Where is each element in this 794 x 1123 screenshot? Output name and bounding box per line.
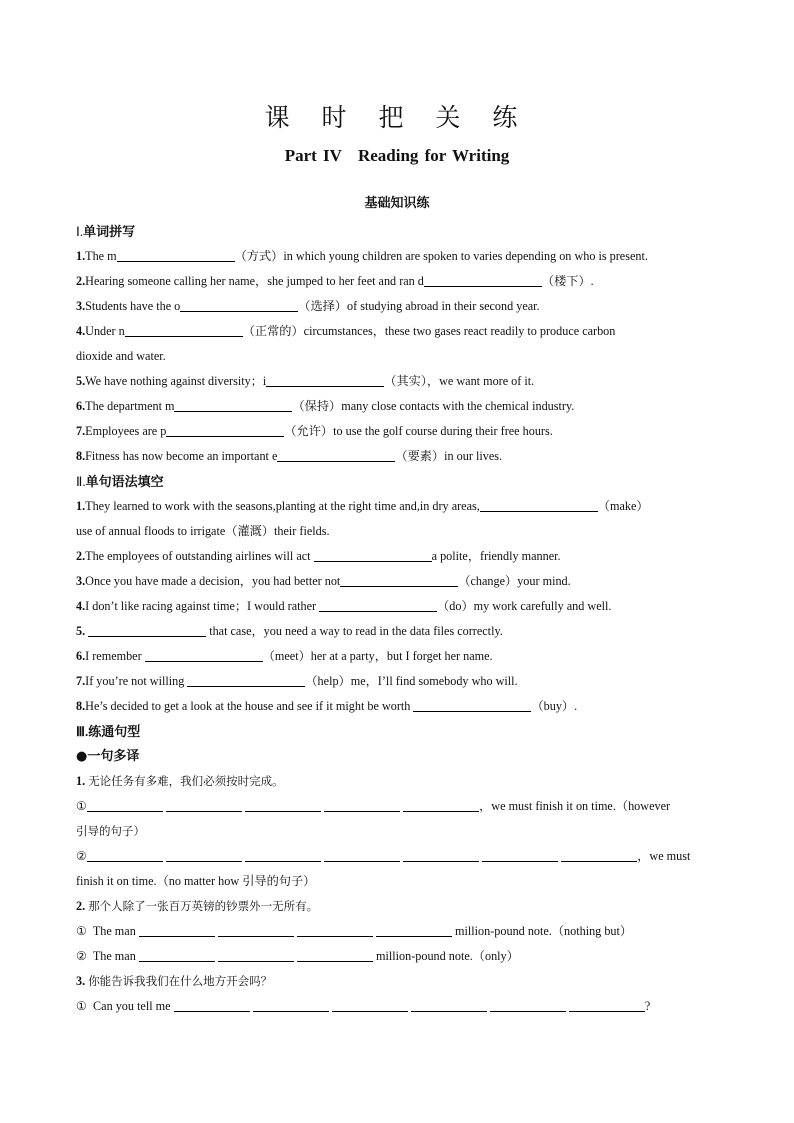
- s2-item-3: [76, 569, 726, 594]
- item-number: 6.: [76, 649, 86, 663]
- answer-blank[interactable]: [87, 797, 163, 812]
- s2-item-6: [76, 644, 726, 669]
- answer-blank[interactable]: [319, 597, 437, 612]
- item-number: 3.: [76, 574, 86, 588]
- item-text: million-pound note.（only）: [375, 949, 519, 963]
- s3-q2-b: [76, 944, 726, 969]
- answer-blank[interactable]: [569, 997, 645, 1012]
- answer-blank[interactable]: [88, 622, 206, 637]
- item-text: The m: [85, 249, 117, 263]
- answer-blank[interactable]: [166, 797, 242, 812]
- s1-item-4-cont: [76, 344, 726, 369]
- answer-blank[interactable]: [180, 297, 298, 312]
- s1-item-3: [76, 294, 726, 319]
- item-text: （要素）in our lives.: [395, 449, 503, 463]
- answer-blank[interactable]: [413, 697, 531, 712]
- item-text: （do）my work carefully and well.: [437, 599, 612, 613]
- subsection-title: [76, 744, 726, 769]
- item-number: 4.: [76, 599, 86, 613]
- item-text: （make）: [597, 499, 649, 513]
- item-text: （meet）her at a party，but I forget her name.: [262, 649, 493, 663]
- item-number: 7.: [76, 674, 86, 688]
- item-text: （楼下）.: [541, 274, 594, 288]
- item-text: （选择）of studying abroad in their second year.: [298, 299, 540, 313]
- answer-blank[interactable]: [482, 847, 558, 862]
- section-1-label: 单词拼写: [83, 225, 136, 240]
- answer-blank[interactable]: [87, 847, 163, 862]
- answer-blank[interactable]: [139, 947, 215, 962]
- answer-blank[interactable]: [117, 247, 235, 262]
- item-text: 那个人除了一张百万英镑的钞票外一无所有。: [88, 899, 319, 913]
- s3-q1: [76, 769, 726, 794]
- answer-blank[interactable]: [245, 797, 321, 812]
- s3-q3: [76, 969, 726, 994]
- s3-q1-b-cont: [76, 869, 726, 894]
- s2-item-7: [76, 669, 726, 694]
- s3-q2: [76, 894, 726, 919]
- answer-blank[interactable]: [376, 922, 452, 937]
- item-text: （方式）in which young children are spoken to varies depending on who is present.: [234, 249, 648, 263]
- answer-blank[interactable]: [166, 847, 242, 862]
- item-text: 你能告诉我我们在什么地方开会吗？: [88, 974, 273, 988]
- item-text: Under n: [85, 324, 125, 338]
- item-number: 6.: [76, 399, 86, 413]
- answer-blank[interactable]: [340, 572, 458, 587]
- item-text: （保持）many close contacts with the chemical industry.: [292, 399, 575, 413]
- answer-marker: ①: [76, 999, 87, 1013]
- answer-blank[interactable]: [218, 922, 294, 937]
- subsection-label: ●一句多译: [76, 749, 140, 764]
- s3-q1-a: [76, 794, 726, 819]
- item-text: 无论任务有多难，我们必须按时完成。: [88, 774, 284, 788]
- item-text: （允许）to use the golf course during their free hours.: [284, 424, 553, 438]
- s1-item-4: [76, 319, 726, 344]
- s1-item-1: [76, 244, 726, 269]
- s2-item-1-cont: [76, 519, 726, 544]
- answer-blank[interactable]: [490, 997, 566, 1012]
- s1-item-6: [76, 394, 726, 419]
- item-text: that case，you need a way to read in the data files correctly.: [206, 624, 503, 638]
- item-number: 2.: [76, 274, 86, 288]
- s1-item-2: [76, 269, 726, 294]
- answer-blank[interactable]: [424, 272, 542, 287]
- section-heading: 基础知识练: [364, 196, 430, 211]
- s2-item-8: [76, 694, 726, 719]
- item-text: ，we must: [637, 849, 691, 863]
- answer-blank[interactable]: [297, 947, 373, 962]
- item-text: The man: [92, 949, 136, 963]
- item-text: ?: [644, 999, 651, 1013]
- item-text: He’s decided to get a look at the house and see if it might be worth: [85, 699, 414, 713]
- s1-item-8: [76, 444, 726, 469]
- item-text: The man: [92, 924, 136, 938]
- item-text: Students have the o: [85, 299, 181, 313]
- section-2-title: [76, 469, 726, 494]
- answer-blank[interactable]: [174, 397, 292, 412]
- item-number: 2.: [76, 549, 86, 563]
- item-number: 8.: [76, 449, 86, 463]
- answer-blank[interactable]: [125, 322, 243, 337]
- answer-blank[interactable]: [332, 997, 408, 1012]
- answer-blank[interactable]: [166, 422, 284, 437]
- page-title: 课 时 把 关 练: [264, 103, 530, 132]
- section-1-title: [76, 219, 726, 244]
- item-text: million-pound note.（nothing but）: [455, 924, 633, 938]
- section-3-title: [76, 719, 726, 744]
- item-text: （buy）.: [531, 699, 578, 713]
- item-text: They learned to work with the seasons,planting at the right time and,in dry areas,: [85, 499, 480, 513]
- s1-item-5: [76, 369, 726, 394]
- item-text: （change）your mind.: [458, 574, 571, 588]
- s2-item-4: [76, 594, 726, 619]
- answer-blank[interactable]: [561, 847, 637, 862]
- answer-marker: ②: [76, 949, 87, 963]
- item-number: 8.: [76, 699, 86, 713]
- item-text: Once you have made a decision，you had better not: [85, 574, 341, 588]
- section-3-roman: Ⅲ.: [76, 724, 89, 739]
- item-number: 4.: [76, 324, 86, 338]
- answer-blank[interactable]: [245, 847, 321, 862]
- item-number: 5.: [76, 624, 86, 638]
- s1-item-7: [76, 419, 726, 444]
- item-text: The employees of outstanding airlines will act: [85, 549, 314, 563]
- answer-blank[interactable]: [139, 922, 215, 937]
- answer-marker: ②: [76, 849, 87, 863]
- answer-blank[interactable]: [174, 997, 250, 1012]
- item-text: dioxide and water.: [76, 349, 166, 363]
- s3-q1-b: [76, 844, 726, 869]
- answer-blank[interactable]: [411, 997, 487, 1012]
- item-number: 2.: [76, 899, 86, 913]
- item-text: Fitness has now become an important e: [85, 449, 278, 463]
- item-number: 7.: [76, 424, 86, 438]
- answer-blank[interactable]: [403, 847, 479, 862]
- answer-blank[interactable]: [480, 497, 598, 512]
- item-text: Hearing someone calling her name，she jumped to her feet and ran d: [85, 274, 424, 288]
- answer-blank[interactable]: [314, 547, 432, 562]
- item-text: The department m: [85, 399, 175, 413]
- item-text: （其实），we want more of it.: [384, 374, 535, 388]
- item-text: Can you tell me: [93, 999, 171, 1013]
- worksheet-content: [76, 219, 726, 1019]
- item-text: I don’t like racing against time；I would rather: [85, 599, 320, 613]
- answer-blank[interactable]: [403, 797, 479, 812]
- item-number: 1.: [76, 499, 86, 513]
- s3-q3-a: [76, 994, 726, 1019]
- answer-blank[interactable]: [145, 647, 263, 662]
- answer-blank[interactable]: [266, 372, 384, 387]
- item-text: ，we must finish it on time.（however: [479, 799, 671, 813]
- answer-blank[interactable]: [253, 997, 329, 1012]
- item-number: 1.: [76, 249, 86, 263]
- answer-blank[interactable]: [324, 847, 400, 862]
- section-3-label: 练通句型: [88, 725, 141, 740]
- answer-blank[interactable]: [187, 672, 305, 687]
- item-text: Employees are p: [85, 424, 167, 438]
- item-number: 1.: [76, 774, 86, 788]
- item-number: 3.: [76, 974, 86, 988]
- section-1-roman: Ⅰ.: [76, 224, 84, 239]
- s3-q1-a-cont: [76, 819, 726, 844]
- answer-blank[interactable]: [324, 797, 400, 812]
- answer-marker: ①: [76, 924, 87, 938]
- answer-marker: ①: [76, 799, 87, 813]
- item-text: （正常的）circumstances，these two gases react readily to produce carbon: [242, 324, 616, 338]
- s2-item-5: [76, 619, 726, 644]
- section-2-roman: Ⅱ.: [76, 474, 86, 489]
- s2-item-1: [76, 494, 726, 519]
- item-text: We have nothing against diversity；i: [85, 374, 267, 388]
- part-name: Reading for Writing: [357, 146, 510, 165]
- part-number: Part IV: [284, 146, 342, 165]
- item-text: finish it on time.（no matter how 引导的句子）: [76, 874, 316, 888]
- part-heading: [0, 146, 794, 166]
- item-text: 引导的句子）: [76, 824, 145, 838]
- item-number: 5.: [76, 374, 86, 388]
- item-text: use of annual floods to irrigate（灌溉）their fields.: [76, 524, 330, 538]
- item-number: 3.: [76, 299, 86, 313]
- item-text: I remember: [85, 649, 145, 663]
- item-text: If you’re not willing: [85, 674, 188, 688]
- item-text: a polite，friendly manner.: [431, 549, 561, 563]
- s3-q2-a: [76, 919, 726, 944]
- answer-blank[interactable]: [297, 922, 373, 937]
- section-2-label: 单句语法填空: [85, 475, 164, 490]
- s2-item-2: [76, 544, 726, 569]
- answer-blank[interactable]: [218, 947, 294, 962]
- answer-blank[interactable]: [277, 447, 395, 462]
- item-text: （help）me，I’ll find somebody who will.: [305, 674, 518, 688]
